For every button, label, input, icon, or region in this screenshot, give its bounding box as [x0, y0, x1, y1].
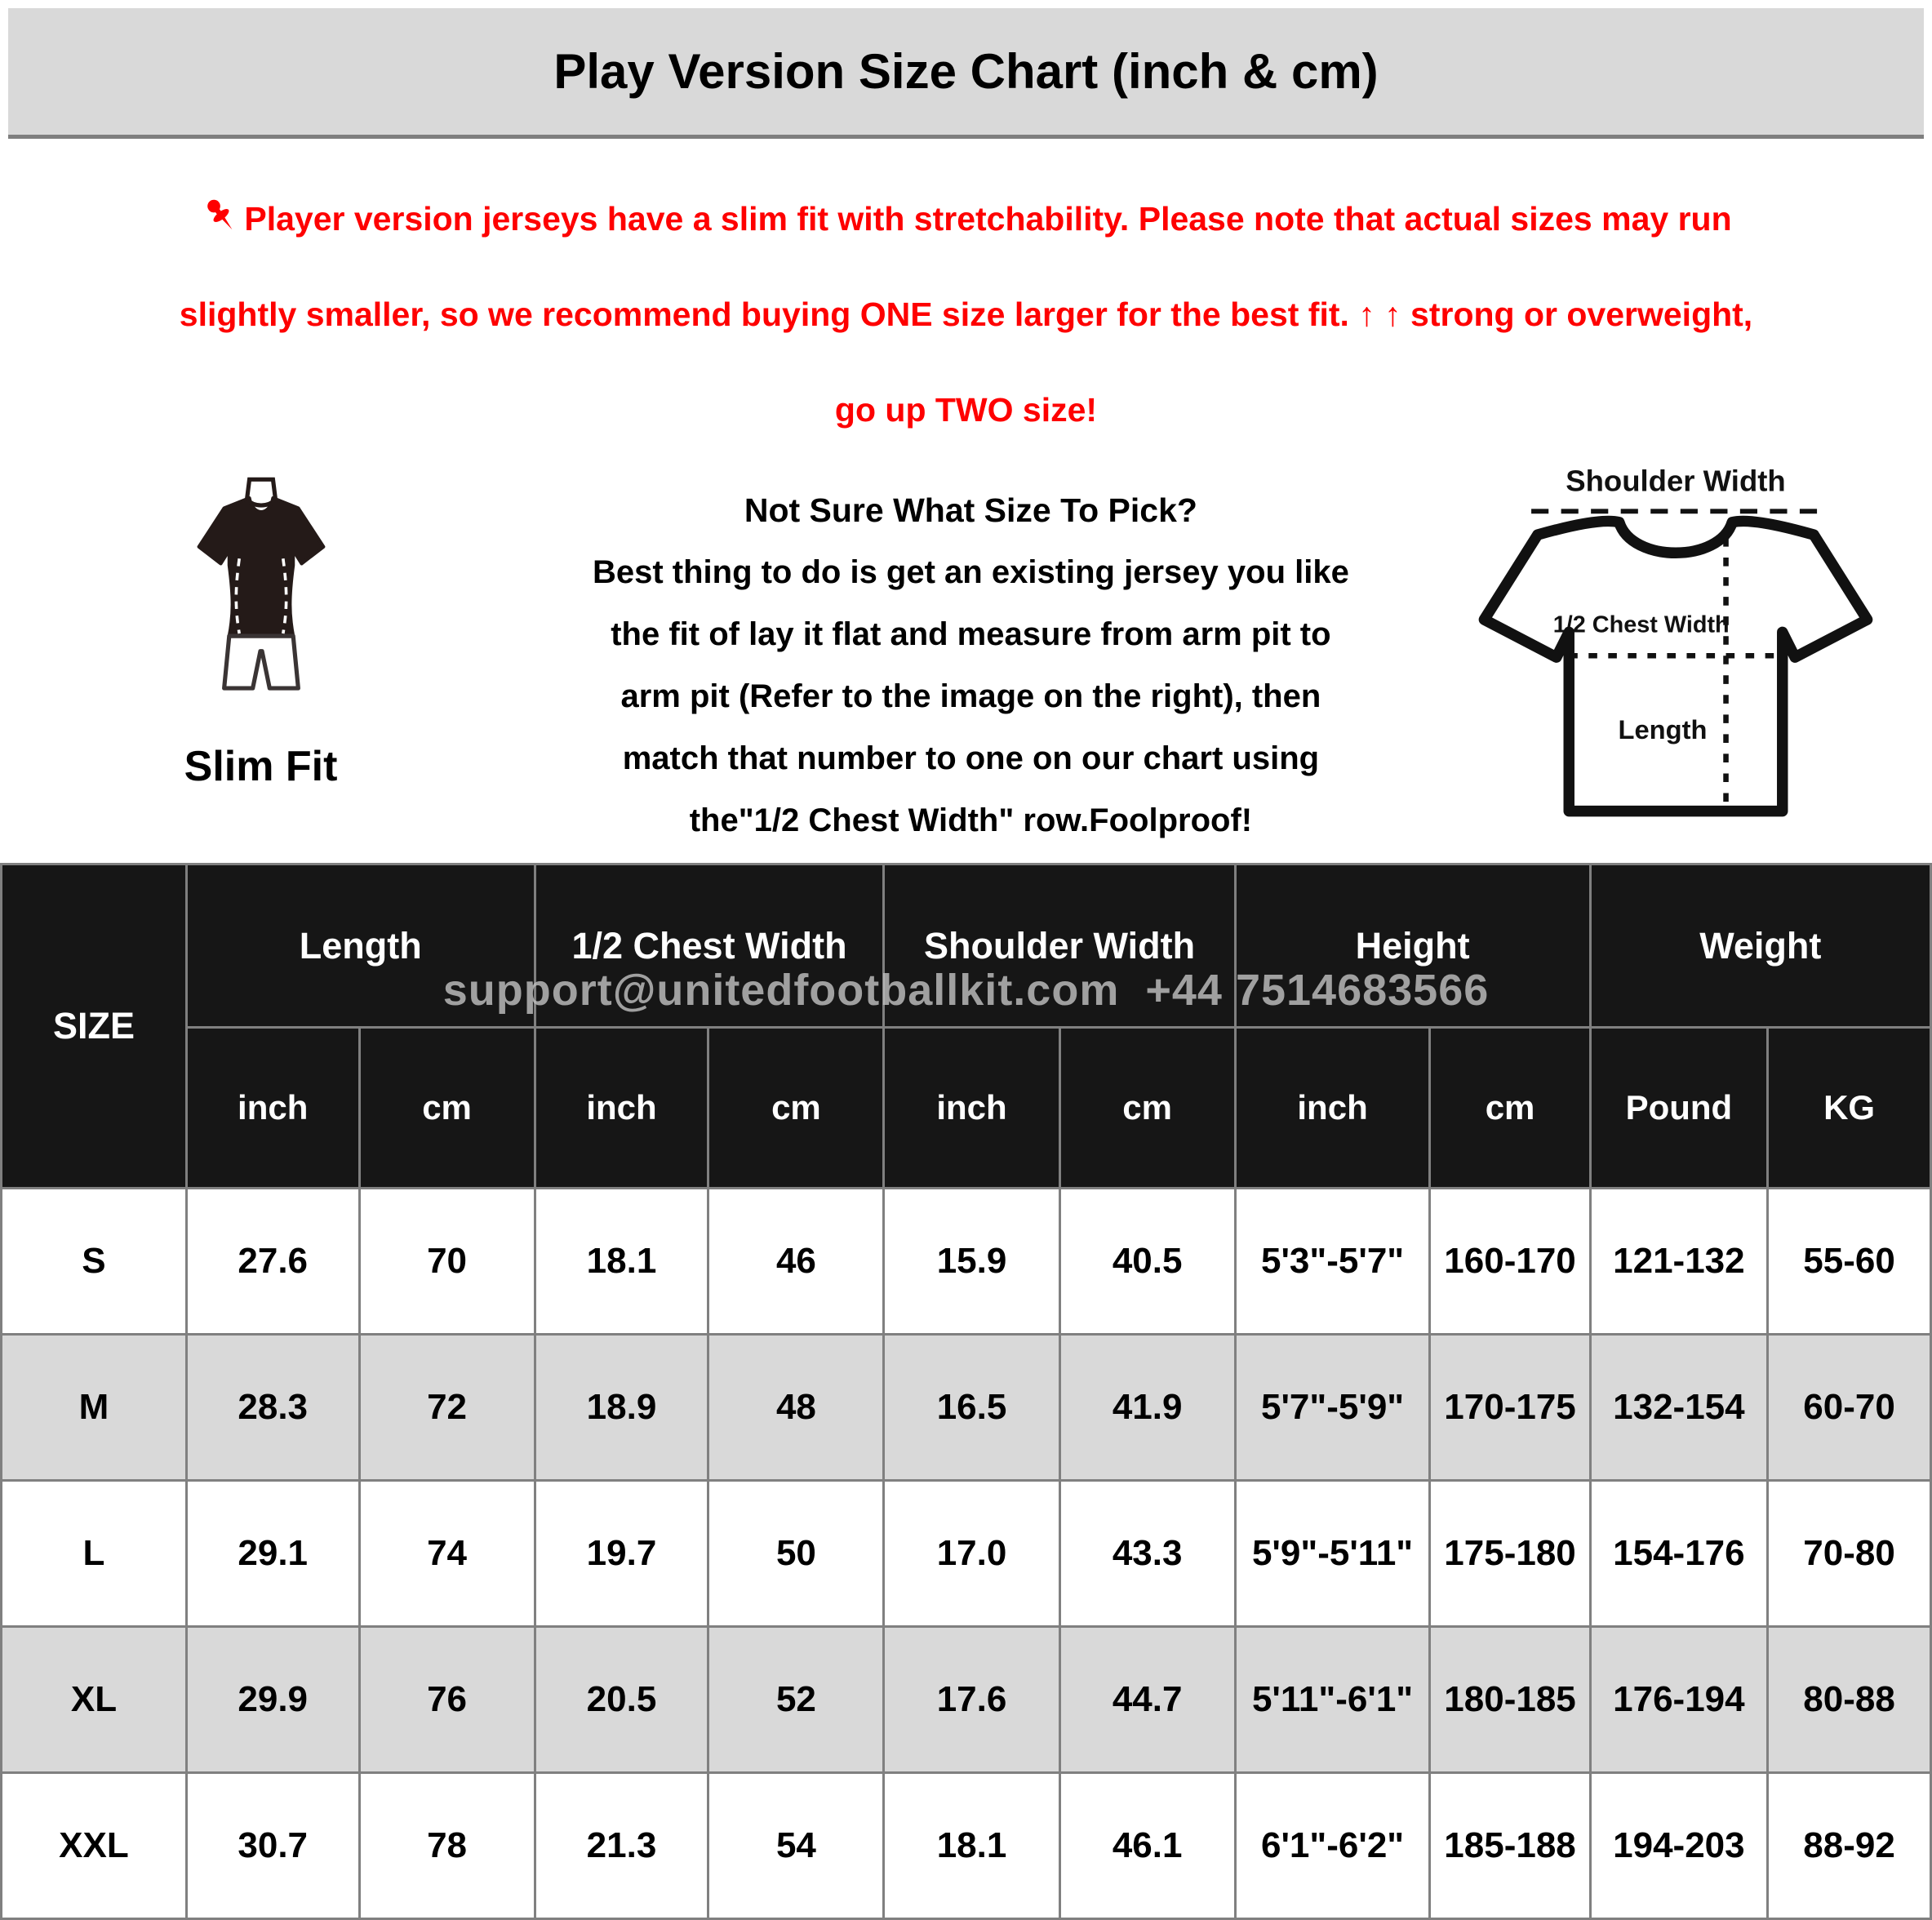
table-row-m [2, 1335, 1931, 1481]
cell: 55-60 [1768, 1189, 1931, 1335]
unit-weight-pound: Pound [1590, 1028, 1767, 1189]
size-help-line-5: the"1/2 Chest Width" row.Foolproof! [689, 802, 1253, 838]
cell: 72 [359, 1335, 535, 1481]
page-title [8, 8, 1924, 139]
shoulder-width-label: Shoulder Width [1566, 464, 1787, 498]
cell: 160-170 [1430, 1189, 1590, 1335]
slim-fit-figure-icon [151, 471, 371, 740]
table-row-xxl [2, 1773, 1931, 1919]
unit-shoulder-cm: cm [1059, 1028, 1235, 1189]
size-help-line-2: the fit of lay it flat and measure from arm pit to [611, 616, 1331, 652]
cell: 18.1 [884, 1773, 1059, 1919]
slim-fit-block [0, 464, 522, 791]
cell: 20.5 [535, 1627, 708, 1773]
unit-height-cm: cm [1430, 1028, 1590, 1189]
page-title-text: Play Version Size Chart (inch & cm) [553, 44, 1379, 99]
slim-fit-label: Slim Fit [184, 743, 338, 790]
cell: 54 [708, 1773, 884, 1919]
cell: 28.3 [186, 1335, 359, 1481]
notice-line-3: go up TWO size! [834, 391, 1098, 429]
column-header-half-chest-width: 1/2 Chest Width [535, 864, 884, 1028]
size-cell: XL [2, 1627, 187, 1773]
cell: 5'9"-5'11" [1235, 1481, 1430, 1627]
unit-shoulder-inch: inch [884, 1028, 1059, 1189]
size-cell: S [2, 1189, 187, 1335]
column-header-size: SIZE [2, 864, 187, 1189]
cell: 40.5 [1059, 1189, 1235, 1335]
column-header-weight: Weight [1590, 864, 1930, 1028]
size-chart-page [0, 8, 1932, 1887]
cell: 175-180 [1430, 1481, 1590, 1627]
size-help-line-1: Best thing to do is get an existing jersey you like [592, 554, 1349, 590]
cell: 18.1 [535, 1189, 708, 1335]
cell: 50 [708, 1481, 884, 1627]
size-table-wrap [0, 863, 1932, 1920]
cell: 41.9 [1059, 1335, 1235, 1481]
cell: 19.7 [535, 1481, 708, 1627]
cell: 88-92 [1768, 1773, 1931, 1919]
cell: 52 [708, 1627, 884, 1773]
cell: 6'1"-6'2" [1235, 1773, 1430, 1919]
cell: 18.9 [535, 1335, 708, 1481]
notice-line-2: slightly smaller, so we recommend buying ONE size larger for the best fit. ↑ ↑ strong or overweight, [179, 296, 1753, 333]
half-chest-width-label: 1/2 Chest Width [1553, 611, 1730, 638]
watermark: support@unitedfootballkit.com +44 7514683566 [442, 966, 1490, 1015]
column-header-length: Length [186, 864, 535, 1028]
size-help-block [522, 464, 1420, 851]
cell: 48 [708, 1335, 884, 1481]
cell: 44.7 [1059, 1627, 1235, 1773]
size-cell: M [2, 1335, 187, 1481]
size-help-heading: Not Sure What Size To Pick? [744, 491, 1197, 529]
cell: 74 [359, 1481, 535, 1627]
cell: 60-70 [1768, 1335, 1931, 1481]
cell: 176-194 [1590, 1627, 1767, 1773]
length-label: Length [1618, 714, 1708, 745]
cell: 194-203 [1590, 1773, 1767, 1919]
cell: 185-188 [1430, 1773, 1590, 1919]
pushpin-icon [200, 194, 242, 237]
cell: 154-176 [1590, 1481, 1767, 1627]
cell: 43.3 [1059, 1481, 1235, 1627]
cell: 80-88 [1768, 1627, 1931, 1773]
unit-chest-inch: inch [535, 1028, 708, 1189]
cell: 16.5 [884, 1335, 1059, 1481]
cell: 27.6 [186, 1189, 359, 1335]
size-cell: L [2, 1481, 187, 1627]
cell: 5'3"-5'7" [1235, 1189, 1430, 1335]
cell: 70-80 [1768, 1481, 1931, 1627]
table-row-l [2, 1481, 1931, 1627]
cell: 15.9 [884, 1189, 1059, 1335]
unit-weight-kg: KG [1768, 1028, 1931, 1189]
size-help-line-4: match that number to one on our chart using [622, 740, 1320, 776]
cell: 17.6 [884, 1627, 1059, 1773]
size-cell: XXL [2, 1773, 187, 1919]
unit-length-inch: inch [186, 1028, 359, 1189]
cell: 46.1 [1059, 1773, 1235, 1919]
table-row-s [2, 1189, 1931, 1335]
measurement-diagram-block [1420, 464, 1932, 864]
table-row-xl [2, 1627, 1931, 1773]
tshirt-measure-diagram [1455, 456, 1896, 864]
cell: 180-185 [1430, 1627, 1590, 1773]
cell: 121-132 [1590, 1189, 1767, 1335]
cell: 5'11"-6'1" [1235, 1627, 1430, 1773]
cell: 29.1 [186, 1481, 359, 1627]
cell: 5'7"-5'9" [1235, 1335, 1430, 1481]
cell: 30.7 [186, 1773, 359, 1919]
cell: 132-154 [1590, 1335, 1767, 1481]
column-header-shoulder-width: Shoulder Width [884, 864, 1235, 1028]
middle-section [0, 464, 1932, 858]
unit-height-inch: inch [1235, 1028, 1430, 1189]
cell: 76 [359, 1627, 535, 1773]
cell: 46 [708, 1189, 884, 1335]
cell: 17.0 [884, 1481, 1059, 1627]
cell: 170-175 [1430, 1335, 1590, 1481]
size-help-line-3: arm pit (Refer to the image on the right), then [620, 678, 1321, 714]
unit-length-cm: cm [359, 1028, 535, 1189]
cell: 29.9 [186, 1627, 359, 1773]
notice-line-1: Player version jerseys have a slim fit with stretchability. Please note that actual sizes may run [8, 171, 1924, 267]
unit-chest-cm: cm [708, 1028, 884, 1189]
column-header-height: Height [1235, 864, 1590, 1028]
size-table [0, 863, 1932, 1920]
cell: 70 [359, 1189, 535, 1335]
cell: 78 [359, 1773, 535, 1919]
fit-notice [0, 139, 1932, 463]
cell: 21.3 [535, 1773, 708, 1919]
